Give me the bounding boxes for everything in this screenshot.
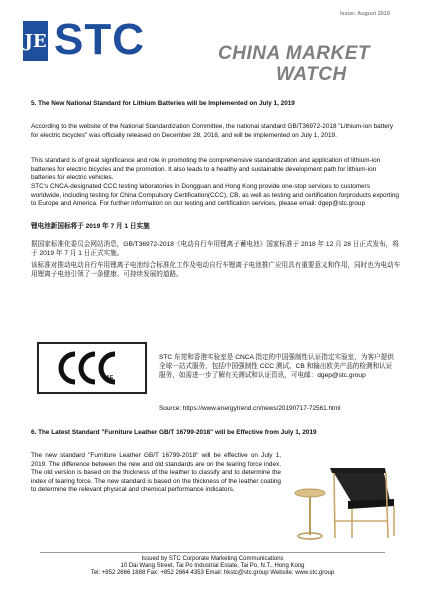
masthead-line1: CHINA MARKET [218, 43, 371, 64]
section5-cn-para1: 据国家标准化委员会网站消息，GB/T36972-2018《电动自行车用锂离子蓄电池》国家标准于 2018 年 12 月 28 日正式发布，将于 2019 年 7 月 1 日正式实施。 [31, 241, 399, 258]
section6-title: 6. The Latest Standard "Furniture Leather GB/T 16799-2018" will be Effective from July 1, 2019 [31, 429, 317, 436]
leather-chair-image [290, 443, 400, 543]
footer-issued-by: Issued by STC Corporate Marketing Communications [141, 556, 284, 562]
stc-logo-text: STC [54, 15, 145, 64]
section5-source: Source: https://www.energytrend.cn/news/20190717-72561.html [159, 405, 341, 412]
footer [0, 556, 425, 578]
section5-para3: STC's CNCA-designated CCC testing laboratories in Dongguan and Hong Kong provide one-stop services to customers worldwide, including testing for China Compulsory Certification(CCC), CB, as well as testing and certification forproducts exporting to Europe and America. For further information on our testing and certification services, please email: dgep@stc.group [31, 183, 399, 208]
ccc-certification-icon [37, 342, 147, 394]
section5-para1: According to the website of the National Standardization Committee, the national standard GB/T36972-2018 "Lithium-ion battery for electric bicycles" was officially released on December 28, 2018, and will be implemented on July 1, 2019. [31, 123, 394, 139]
section5-cn-title: 锂电池新国标将于 2019 年 7 月 1 日实施 [31, 223, 150, 230]
footer-address: 10 Dai Wang Street, Tai Po Industrial Estate, Tai Po, N.T., Hong Kong [120, 563, 305, 570]
section6-para1: The new standard "Furniture Leather GB/T 16799-2018" will be effective on July 1, 2019. The difference between the new and old standards are on the tearing force index. The old version is based on the thickness of the leather to classify and to determine the index of tearing force. The new standard is based on the thickness of the leather coating to determine the relevant physical and chemical performance indicators. [31, 452, 281, 494]
issue-date: Issue: August 2019 [340, 11, 390, 17]
section5-cn-para3: STC 东莞和香港实验室是 CNCA 指定的中国强制性认证指定实验室，为客户提供全球一站式服务，包括中国强制性 CCC 测试、CB 和输出欧美产品的检测和认证服务，如需进一步了解有关测试和认证资讯，可电邮：dgep@stc.group [159, 354, 394, 380]
section5-cn-para2: 该标准对推动电动自行车用锂离子电池综合标准化工作及电动自行车锂离子电池推广应用具有重要意义和作用，同时也为电动车用锂离子电池引领了一条健康、可持续发展的道路。 [31, 262, 401, 279]
footer-contacts: Tel: +852 2666 1888 Fax: +852 2664 4353 Email: hkstc@stc.group Website: www.stc.group [90, 570, 335, 577]
footer-divider [40, 552, 385, 553]
section5-para2: This standard is of great significance and role in promoting the comprehensive standardization and application of lithium-ion batteries for electric bicycles and the promotion. It also leads to a healthy and sustainable development path for lithium-ion batteries for electric vehicles. [31, 157, 381, 182]
masthead-line2: WATCH [276, 64, 347, 85]
stc-logo-mark: JE [23, 21, 48, 61]
section5-title: 5. The New National Standard for Lithium Batteries will be Implemented on July 1, 2019 [31, 100, 295, 107]
ccc-sub-label: S&E [103, 375, 114, 381]
